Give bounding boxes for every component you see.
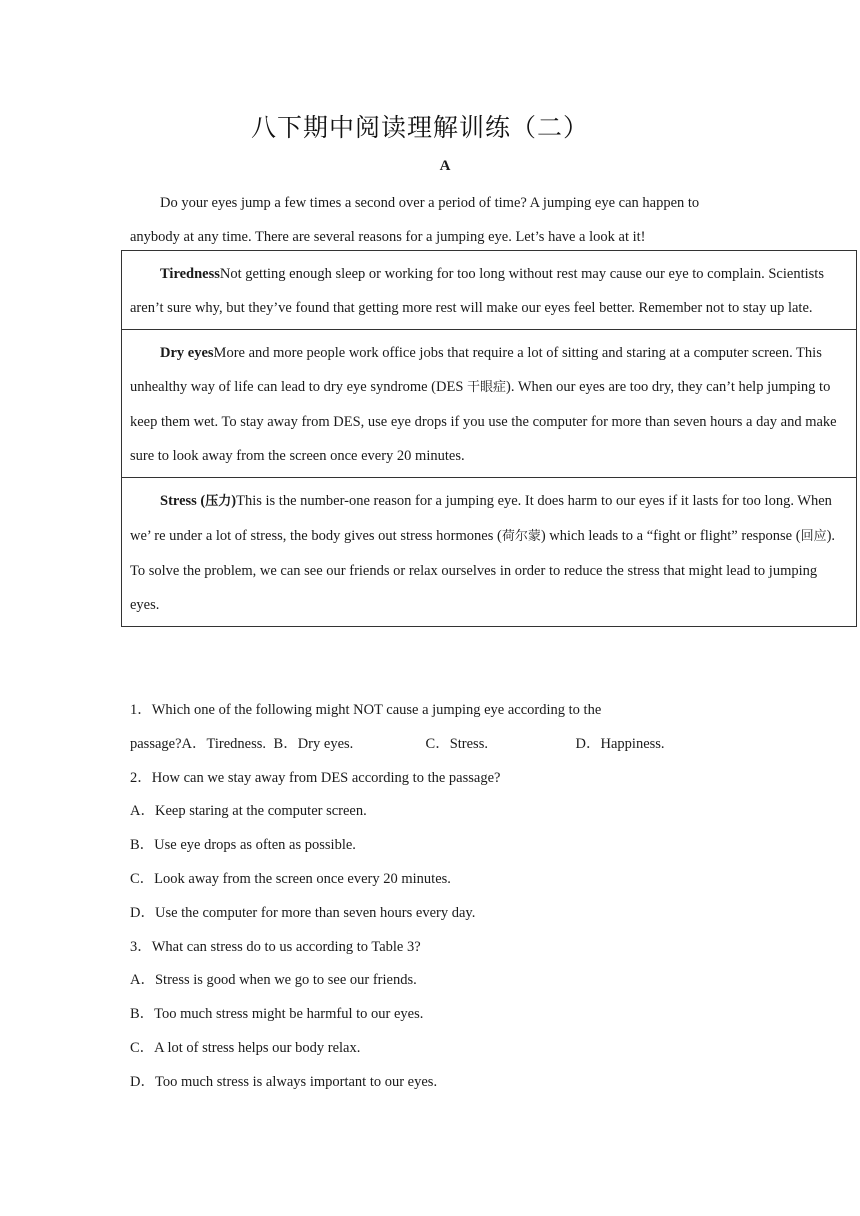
- row-text: ). When our eyes are too dry, they can’t help jumping to keep them wet. To stay away from DES, use eye drops if you use the computer for more than seven hours a day and make sure to look away from the screen once every 20 minutes.: [130, 379, 837, 464]
- questions: [130, 694, 830, 1100]
- row-head-part: Stress (: [160, 493, 206, 509]
- page-title: 八下期中阅读理解训练（二）: [250, 113, 589, 142]
- row-text-cjk: 回应: [800, 529, 827, 544]
- row-text: This is the number-one reason for a jumping eye. It does harm to our eyes if it lasts for too long. When we’ re under a lot of stress, the body gives out stress hormones (: [130, 493, 832, 544]
- q1-option-b: B．Dry eyes.: [273, 735, 354, 752]
- row-text-cjk: 干眼症: [467, 380, 507, 395]
- row-head: Tiredness: [160, 266, 220, 282]
- row-text: More and more people work office jobs that require a lot of sitting and staring at a computer screen. This unhealthy way of life can lead to dry eye syndrome (DES: [130, 345, 822, 395]
- q2-option-b: B．Use eye drops as often as possible.: [130, 837, 356, 854]
- row-text-cjk: 荷尔蒙: [501, 529, 541, 544]
- section-label: A: [439, 158, 451, 174]
- q2-option-d: D．Use the computer for more than seven hours every day.: [130, 904, 476, 921]
- q1-stem-line-1: 1．Which one of the following might NOT cause a jumping eye according to the: [130, 702, 602, 718]
- q3-option-b: B．Too much stress might be harmful to our eyes.: [130, 1006, 424, 1023]
- q3-option-d: D．Too much stress is always important to our eyes.: [130, 1073, 438, 1090]
- table-row-tiredness: [122, 251, 856, 329]
- q1-option-a: A．Tiredness.: [181, 735, 266, 752]
- table-row-dry-eyes: [122, 329, 856, 477]
- row-head-part: ): [231, 493, 237, 509]
- q1-stem-line-2: [130, 728, 830, 762]
- q3-option-c: C．A lot of stress helps our body relax.: [130, 1039, 361, 1056]
- row-head: Dry eyes: [160, 345, 214, 361]
- q3-option-a: A．Stress is good when we go to see our friends.: [130, 972, 417, 989]
- row-text: ) which leads to a “fight or flight” response (: [540, 528, 801, 544]
- row-text: Not getting enough sleep or working for too long without rest may cause our eye to complain. Scientists aren’t sure why, but they’ve found that getting more rest will make our eyes feel better. Remember not to stay up late.: [130, 266, 824, 316]
- q2-option-a: A．Keep staring at the computer screen.: [130, 803, 367, 820]
- intro-paragraph: [130, 186, 830, 254]
- intro-line-2: anybody at any time. There are several reasons for a jumping eye. Let’s have a look at it!: [130, 229, 646, 245]
- q2-stem: 2．How can we stay away from DES according to the passage?: [130, 769, 501, 786]
- row-head: [130, 493, 236, 509]
- row-text: ). To solve the problem, we can see our friends or relax ourselves in order to reduce the stress that might lead to jumping eyes.: [130, 528, 836, 613]
- q1-stem-part: passage?: [130, 735, 182, 752]
- q3-stem: 3．What can stress do to us according to Table 3?: [130, 938, 421, 955]
- reasons-table: [121, 250, 857, 627]
- q2-option-c: C．Look away from the screen once every 20 minutes.: [130, 870, 451, 887]
- row-head-cjk: 压力: [205, 494, 232, 509]
- intro-line-1: Do your eyes jump a few times a second over a period of time? A jumping eye can happen to: [160, 195, 700, 211]
- q1-option-c: C．Stress.: [425, 735, 488, 752]
- q1-option-d: D．Happiness.: [575, 735, 665, 752]
- table-row-stress: [122, 477, 856, 626]
